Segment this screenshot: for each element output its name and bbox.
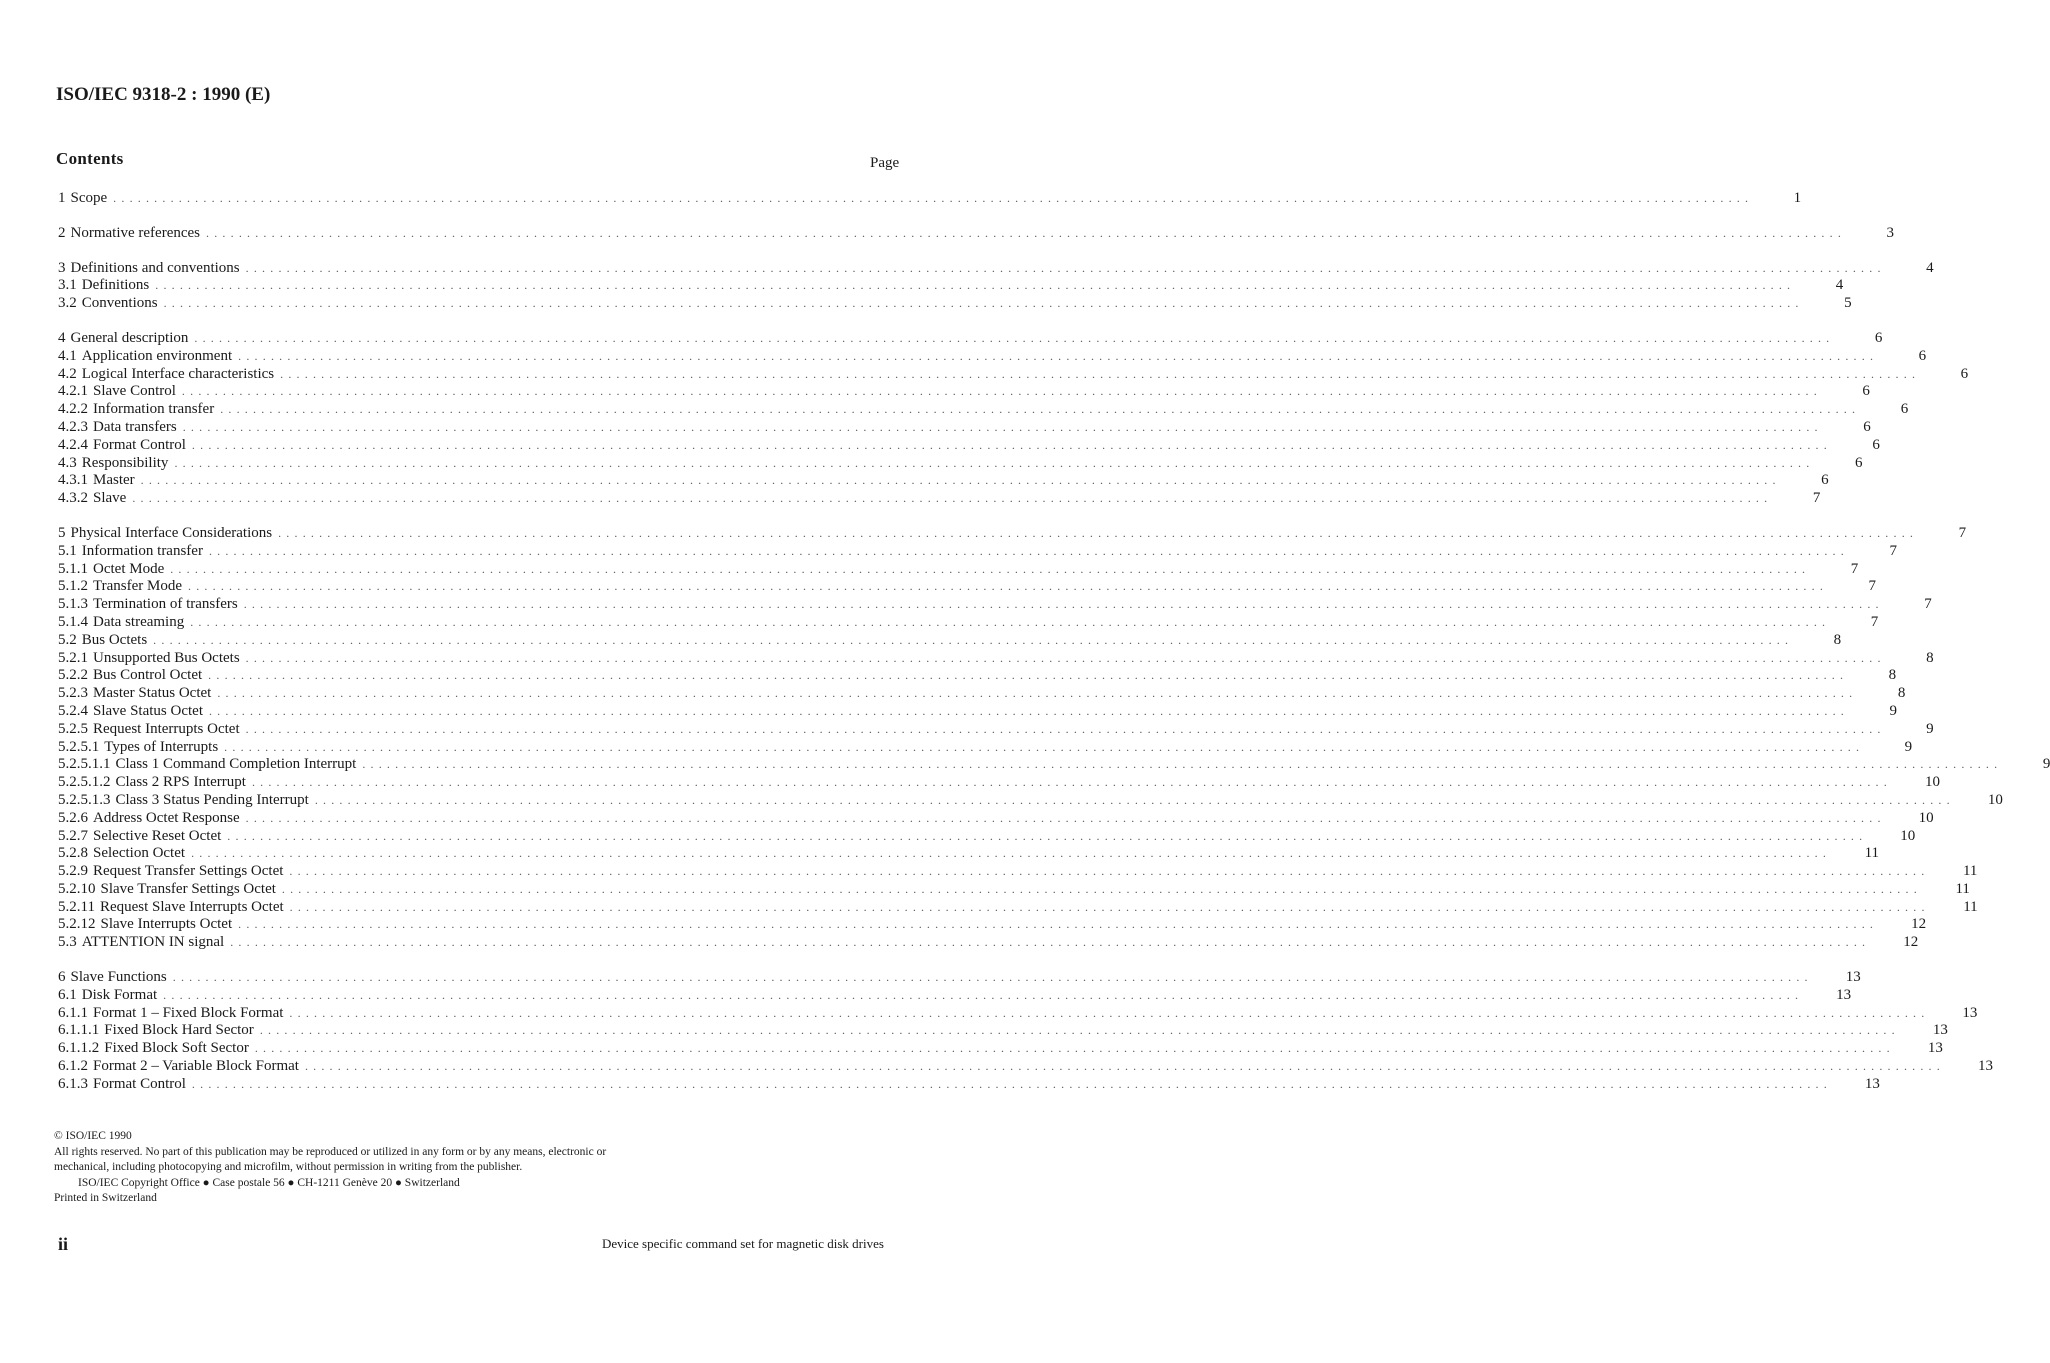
- toc-entry-number: 4.3.2: [58, 490, 88, 507]
- toc-entry-title: Transfer Mode: [93, 578, 183, 595]
- toc-entry-title: Selective Reset Octet: [93, 827, 222, 844]
- toc-entry-number: 5.2.5.1.3: [58, 791, 111, 808]
- toc-dot-leader: ........................................................................................................................................................................................................: [259, 1023, 1900, 1038]
- toc-entry[interactable]: [58, 667, 1897, 685]
- toc-entry[interactable]: [58, 1075, 1880, 1094]
- toc-entry-title: Slave Transfer Settings Octet: [100, 880, 276, 897]
- toc-dot-leader: ........................................................................................................................................................................................................: [172, 970, 1813, 985]
- toc-entry[interactable]: [58, 649, 1934, 668]
- toc-entry-title: Request Slave Interrupts Octet: [99, 898, 284, 915]
- toc-entry-page: 7: [1958, 524, 1967, 541]
- toc-entry-number: 5.2.12: [58, 916, 96, 933]
- toc-entry-page: 8: [1926, 649, 1934, 666]
- toc-dot-leader: ........................................................................................................................................................................................................: [220, 402, 1861, 417]
- toc-group: [58, 329, 1969, 508]
- toc-group: [58, 224, 1895, 243]
- toc-entry-title: Information transfer: [93, 401, 215, 418]
- toc-dot-leader: ........................................................................................................................................................................................................: [155, 278, 1796, 293]
- toc-entry[interactable]: [58, 472, 1829, 490]
- toc-dot-leader: ........................................................................................................................................................................................................: [170, 561, 1811, 576]
- toc-entry-page: 8: [1833, 631, 1842, 648]
- toc-entry-number: 6.1.1.2: [58, 1040, 100, 1057]
- toc-entry-page: 13: [1836, 986, 1852, 1003]
- toc-entry-title: Slave: [93, 490, 127, 507]
- toc-entry-page: 7: [1812, 490, 1821, 507]
- toc-dot-leader: ........................................................................................................................................................................................................: [238, 348, 1879, 363]
- toc-entry-title: Logical Interface characteristics: [81, 365, 275, 382]
- toc-entry-page: 9: [2042, 756, 2050, 773]
- toc-entry-page: 5: [1844, 295, 1852, 312]
- toc-dot-leader: ........................................................................................................................................................................................................: [191, 846, 1832, 861]
- toc-entry[interactable]: [58, 702, 1897, 721]
- toc-entry[interactable]: [58, 295, 1852, 313]
- toc-entry-title: Format 1 – Fixed Block Format: [93, 1004, 284, 1021]
- toc-entry-title: Slave Functions: [70, 969, 167, 986]
- toc-entry[interactable]: [58, 329, 1883, 348]
- page-header: ISO/IEC 9318-2 : 1990 (E): [56, 84, 271, 105]
- toc-entry-page: 6: [1854, 454, 1863, 471]
- toc-entry-page: 13: [1932, 1022, 1948, 1039]
- toc-entry-number: 5.2.3: [58, 685, 88, 702]
- toc-entry[interactable]: [58, 720, 1934, 739]
- toc-entry-title: Normative references: [70, 224, 201, 241]
- toc-entry-title: Class 2 RPS Interrupt: [115, 774, 246, 791]
- toc-entry-page: 6: [1918, 347, 1927, 364]
- toc-entry-title: Definitions: [81, 277, 150, 294]
- table-of-contents: [58, 190, 2050, 1111]
- toc-entry-page: 6: [1872, 436, 1880, 453]
- toc-entry-title: Format Control: [93, 1075, 186, 1092]
- toc-dot-leader: ........................................................................................................................................................................................................: [227, 828, 1868, 843]
- toc-dot-leader: ........................................................................................................................................................................................................: [362, 757, 2003, 772]
- toc-entry-page: 6: [1960, 365, 1969, 382]
- toc-entry[interactable]: [58, 613, 1879, 632]
- toc-entry-page: 13: [1864, 1075, 1880, 1092]
- toc-entry-page: 4: [1926, 259, 1934, 276]
- toc-entry-number: 4.3.1: [58, 472, 88, 489]
- toc-entry-title: Termination of transfers: [93, 596, 238, 613]
- toc-entry-number: 5.2.10: [58, 880, 96, 897]
- toc-entry-number: 4.2.4: [58, 436, 88, 453]
- toc-entry-page: 4: [1835, 277, 1844, 294]
- copyright-line: All rights reserved. No part of this publication may be reproduced or utilized in any form or by any means, electronic or: [54, 1145, 607, 1158]
- toc-dot-leader: ........................................................................................................................................................................................................: [289, 864, 1930, 879]
- copyright-line: mechanical, including photocopying and microfilm, without permission in writing from the publisher.: [54, 1161, 523, 1173]
- toc-dot-leader: ........................................................................................................................................................................................................: [206, 225, 1847, 240]
- toc-entry-number: 4.2.2: [58, 401, 88, 418]
- toc-entry-number: 5.1: [58, 542, 77, 559]
- toc-entry[interactable]: [58, 1022, 1948, 1040]
- toc-dot-leader: ........................................................................................................................................................................................................: [245, 810, 1886, 825]
- toc-entry[interactable]: [58, 436, 1880, 455]
- toc-dot-leader: ........................................................................................................................................................................................................: [194, 330, 1835, 345]
- toc-entry-number: 3.2: [58, 295, 77, 312]
- toc-entry-page: 13: [1845, 969, 1861, 986]
- toc-dot-leader: ........................................................................................................................................................................................................: [191, 1076, 1832, 1091]
- toc-dot-leader: ........................................................................................................................................................................................................: [191, 437, 1832, 452]
- toc-dot-leader: ........................................................................................................................................................................................................: [238, 917, 1879, 932]
- toc-entry[interactable]: [58, 845, 1880, 863]
- toc-dot-leader: ........................................................................................................................................................................................................: [243, 597, 1884, 612]
- toc-entry[interactable]: [58, 791, 2003, 810]
- toc-entry-title: Scope: [70, 190, 108, 206]
- toc-entry[interactable]: [58, 454, 1863, 473]
- toc-entry-title: Request Interrupts Octet: [93, 720, 240, 737]
- toc-entry-page: 9: [1889, 702, 1897, 719]
- toc-entry-number: 3.1: [58, 277, 77, 294]
- toc-entry-page: 1: [1793, 190, 1802, 206]
- toc-entry[interactable]: [58, 969, 1861, 987]
- footer-document-title: Device specific command set for magnetic disk drives: [602, 1236, 884, 1251]
- toc-entry-number: 5.3: [58, 934, 77, 951]
- toc-entry[interactable]: [58, 631, 1842, 650]
- toc-entry-title: Application environment: [81, 347, 233, 364]
- toc-dot-leader: ........................................................................................................................................................................................................: [217, 686, 1858, 701]
- page-column-label: Page: [870, 155, 900, 171]
- toc-entry-title: Format 2 – Variable Block Format: [93, 1058, 299, 1075]
- toc-dot-leader: ........................................................................................................................................................................................................: [153, 632, 1794, 647]
- toc-entry[interactable]: [58, 596, 1932, 614]
- toc-entry-page: 10: [1987, 791, 2003, 808]
- toc-entry-number: 5.2.5.1.1: [58, 756, 111, 773]
- toc-entry-number: 5.2.5.1.2: [58, 774, 111, 791]
- toc-entry-title: Slave Control: [93, 383, 176, 400]
- toc-entry-page: 7: [1870, 613, 1879, 630]
- toc-entry-number: 4.2: [58, 365, 77, 382]
- toc-entry-number: 1: [58, 190, 66, 206]
- toc-entry-page: 13: [1977, 1058, 1993, 1075]
- toc-entry-title: Disk Format: [81, 986, 158, 1003]
- toc-entry-number: 3: [58, 259, 66, 276]
- toc-entry[interactable]: [58, 774, 1940, 792]
- toc-dot-leader: ........................................................................................................................................................................................................: [251, 775, 1892, 790]
- toc-entry[interactable]: [58, 1058, 1993, 1076]
- toc-dot-leader: ........................................................................................................................................................................................................: [245, 721, 1886, 736]
- toc-entry[interactable]: [58, 986, 1852, 1005]
- toc-entry-page: 9: [1904, 738, 1913, 755]
- toc-entry-title: Master Status Octet: [93, 685, 212, 702]
- toc-entry[interactable]: [58, 685, 1906, 703]
- toc-dot-leader: ........................................................................................................................................................................................................: [224, 739, 1865, 754]
- toc-entry-title: General description: [70, 329, 189, 346]
- toc-entry-page: 11: [1962, 863, 1978, 880]
- toc-entry-number: 6.1.1: [58, 1004, 88, 1021]
- toc-entry-title: Data streaming: [93, 613, 185, 630]
- copyright-notice: [54, 1129, 834, 1207]
- toc-entry-title: Fixed Block Soft Sector: [104, 1040, 249, 1057]
- toc-entry-number: 5.2.4: [58, 702, 88, 719]
- toc-entry[interactable]: [58, 542, 1897, 561]
- toc-entry-title: Data transfers: [93, 418, 177, 435]
- toc-entry-page: 6: [1821, 472, 1829, 489]
- toc-entry[interactable]: [58, 1004, 1978, 1023]
- toc-entry-title: Bus Control Octet: [93, 667, 203, 684]
- toc-entry-title: Octet Mode: [93, 560, 165, 577]
- toc-entry-title: Address Octet Response: [93, 809, 240, 826]
- toc-entry-number: 5.1.2: [58, 578, 88, 595]
- toc-entry-page: 10: [1900, 827, 1916, 844]
- toc-entry-title: ATTENTION IN signal: [81, 934, 225, 951]
- toc-entry-number: 5.2.5: [58, 720, 88, 737]
- toc-dot-leader: ........................................................................................................................................................................................................: [289, 899, 1930, 914]
- toc-entry-page: 12: [1903, 934, 1919, 951]
- toc-entry-title: Slave Status Octet: [93, 702, 203, 719]
- toc-dot-leader: ........................................................................................................................................................................................................: [181, 384, 1822, 399]
- toc-dot-leader: ........................................................................................................................................................................................................: [304, 1059, 1945, 1074]
- toc-entry-number: 5.2.11: [58, 898, 95, 915]
- toc-entry-number: 5.1.3: [58, 596, 88, 613]
- toc-dot-leader: ........................................................................................................................................................................................................: [289, 1005, 1930, 1020]
- toc-entry-title: Physical Interface Considerations: [70, 524, 273, 541]
- toc-entry-number: 6.1.1.1: [58, 1022, 100, 1039]
- toc-entry-title: Types of Interrupts: [104, 738, 219, 755]
- toc-entry-title: Class 1 Command Completion Interrupt: [115, 756, 357, 773]
- toc-entry[interactable]: [58, 560, 1859, 579]
- toc-entry[interactable]: [58, 383, 1870, 401]
- toc-entry[interactable]: [58, 277, 1844, 295]
- toc-entry-title: Conventions: [81, 295, 158, 312]
- toc-entry-title: Definitions and conventions: [70, 259, 240, 276]
- toc-entry[interactable]: [58, 827, 1916, 846]
- toc-dot-leader: ........................................................................................................................................................................................................: [190, 614, 1831, 629]
- toc-dot-leader: ........................................................................................................................................................................................................: [163, 296, 1804, 311]
- toc-group: [58, 969, 1993, 1094]
- toc-entry-number: 5.2: [58, 631, 77, 648]
- toc-group: [58, 524, 2050, 952]
- toc-entry-page: 7: [1850, 560, 1859, 577]
- toc-entry-number: 5.2.9: [58, 863, 88, 880]
- toc-dot-leader: ........................................................................................................................................................................................................: [281, 881, 1922, 896]
- toc-dot-leader: ........................................................................................................................................................................................................: [245, 260, 1886, 275]
- toc-entry-number: 6: [58, 969, 66, 986]
- toc-entry-number: 5.1.4: [58, 613, 88, 630]
- toc-entry[interactable]: [58, 365, 1969, 384]
- toc-entry-title: Request Transfer Settings Octet: [93, 863, 284, 880]
- toc-entry[interactable]: [58, 524, 1967, 543]
- toc-entry-title: Fixed Block Hard Sector: [104, 1022, 254, 1039]
- toc-entry-page: 9: [1926, 720, 1934, 737]
- toc-entry[interactable]: [58, 259, 1934, 278]
- toc-entry[interactable]: [58, 347, 1927, 366]
- toc-entry[interactable]: [58, 934, 1919, 952]
- toc-entry-page: 10: [1924, 774, 1940, 791]
- toc-entry-number: 4.1: [58, 347, 77, 364]
- toc-entry-page: 8: [1888, 667, 1897, 684]
- toc-entry[interactable]: [58, 880, 1970, 899]
- toc-dot-leader: ........................................................................................................................................................................................................: [113, 191, 1754, 205]
- toc-entry-page: 11: [1955, 880, 1970, 897]
- toc-entry-page: 10: [1918, 809, 1934, 826]
- toc-dot-leader: ........................................................................................................................................................................................................: [140, 473, 1781, 488]
- toc-entry-title: Slave Interrupts Octet: [100, 916, 233, 933]
- toc-entry-number: 5.2.6: [58, 809, 88, 826]
- toc-entry[interactable]: [58, 418, 1871, 437]
- toc-dot-leader: ........................................................................................................................................................................................................: [245, 650, 1886, 665]
- toc-entry-number: 2: [58, 224, 66, 241]
- toc-entry-page: 13: [1927, 1040, 1943, 1057]
- toc-entry-page: 6: [1863, 418, 1871, 435]
- toc-dot-leader: ........................................................................................................................................................................................................: [163, 987, 1804, 1002]
- toc-entry-page: 6: [1862, 383, 1870, 400]
- toc-entry-number: 5.2.5.1: [58, 738, 100, 755]
- toc-entry[interactable]: [58, 224, 1895, 243]
- toc-entry-number: 5.2.2: [58, 667, 88, 684]
- contents-title: Contents: [56, 149, 124, 168]
- toc-entry-title: Bus Octets: [81, 631, 148, 648]
- toc-entry-title: Responsibility: [81, 454, 169, 471]
- toc-dot-leader: ........................................................................................................................................................................................................: [208, 668, 1849, 683]
- toc-entry-number: 5.2.7: [58, 827, 88, 844]
- toc-entry[interactable]: [58, 898, 1978, 917]
- toc-group: [58, 259, 1934, 313]
- toc-dot-leader: ........................................................................................................................................................................................................: [174, 455, 1815, 470]
- toc-entry-page: 7: [1924, 596, 1932, 613]
- toc-entry-page: 6: [1874, 329, 1883, 346]
- toc-entry-page: 7: [1868, 578, 1877, 595]
- toc-entry-title: Unsupported Bus Octets: [93, 649, 240, 666]
- toc-entry-page: 11: [1864, 845, 1880, 862]
- toc-entry-number: 4.2.1: [58, 383, 88, 400]
- toc-entry-title: Master: [93, 472, 135, 489]
- toc-entry-number: 5.2.1: [58, 649, 88, 666]
- footer-page-number: ii: [58, 1234, 69, 1254]
- toc-entry[interactable]: [58, 738, 1913, 757]
- copyright-office-line: ISO/IEC Copyright Office ● Case postale 56 ● CH-1211 Genève 20 ● Switzerland: [78, 1176, 460, 1189]
- toc-entry-number: 4.3: [58, 454, 77, 471]
- toc-group: [58, 190, 1802, 208]
- toc-entry-number: 6.1: [58, 986, 77, 1003]
- toc-entry-number: 4: [58, 329, 66, 346]
- toc-entry[interactable]: [58, 809, 1934, 828]
- toc-entry-number: 5.1.1: [58, 560, 88, 577]
- toc-entry-number: 6.1.3: [58, 1075, 88, 1092]
- toc-entry[interactable]: [58, 916, 1927, 934]
- toc-entry-number: 6.1.2: [58, 1058, 88, 1075]
- toc-dot-leader: ........................................................................................................................................................................................................: [208, 703, 1849, 718]
- toc-dot-leader: ........................................................................................................................................................................................................: [278, 525, 1919, 540]
- toc-entry[interactable]: [58, 756, 2050, 774]
- toc-dot-leader: ........................................................................................................................................................................................................: [314, 792, 1955, 807]
- toc-dot-leader: ........................................................................................................................................................................................................: [182, 419, 1823, 434]
- toc-entry[interactable]: [58, 863, 1978, 881]
- toc-entry-page: 6: [1900, 401, 1909, 418]
- copyright-line: © ISO/IEC 1990: [54, 1130, 132, 1142]
- toc-entry-page: 11: [1963, 898, 1978, 915]
- toc-entry-number: 5.2.8: [58, 845, 88, 862]
- toc-entry-page: 3: [1886, 224, 1895, 241]
- printed-in-line: Printed in Switzerland: [54, 1192, 157, 1204]
- toc-entry-page: 8: [1897, 685, 1906, 702]
- toc-entry-page: 12: [1911, 916, 1927, 933]
- toc-entry-page: 13: [1962, 1004, 1978, 1021]
- toc-dot-leader: ........................................................................................................................................................................................................: [280, 366, 1921, 381]
- toc-entry[interactable]: [58, 578, 1877, 596]
- toc-dot-leader: ........................................................................................................................................................................................................: [132, 491, 1773, 506]
- toc-entry-title: Selection Octet: [93, 845, 186, 862]
- toc-entry[interactable]: [58, 1040, 1943, 1058]
- toc-dot-leader: ........................................................................................................................................................................................................: [208, 543, 1849, 558]
- toc-entry-number: 5: [58, 524, 66, 541]
- toc-entry[interactable]: [58, 490, 1821, 508]
- toc-entry[interactable]: [58, 401, 1909, 419]
- toc-dot-leader: ........................................................................................................................................................................................................: [254, 1041, 1895, 1056]
- toc-dot-leader: ........................................................................................................................................................................................................: [230, 935, 1871, 950]
- toc-entry-number: 4.2.3: [58, 418, 88, 435]
- toc-entry-page: 7: [1889, 542, 1897, 559]
- toc-entry[interactable]: [58, 190, 1802, 208]
- toc-entry-title: Class 3 Status Pending Interrupt: [115, 791, 309, 808]
- toc-entry-title: Format Control: [93, 436, 186, 453]
- toc-dot-leader: ........................................................................................................................................................................................................: [188, 579, 1829, 594]
- toc-entry-title: Information transfer: [81, 542, 203, 559]
